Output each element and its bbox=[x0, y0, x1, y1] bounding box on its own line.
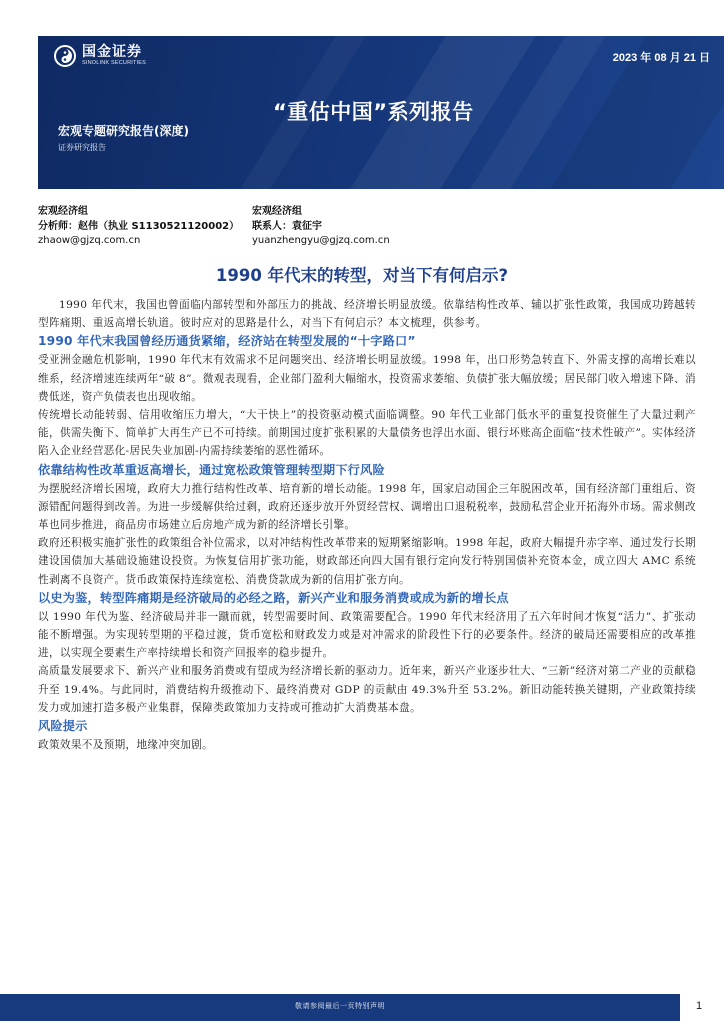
page-number: 1 bbox=[696, 1000, 703, 1012]
analyst-block bbox=[38, 205, 239, 249]
report-title: 1990 年代末的转型，对当下有何启示? bbox=[215, 266, 509, 285]
body-paragraph: 政府还积极实施扩张性的政策组合补位需求，以对冲结构性改革带来的短期紧缩影响。1998 年起，政府大幅提升赤字率、通过发行长期建设国债加大基础设施建设投资。为恢复信用扩张功能，财政部还向四大国有银行定向发行特别国债补充资本金，成立四大 AMC 系统性剥离不良资产。货币政策保持连续宽松、消费贷款成为新的信用扩张方向。 bbox=[38, 537, 696, 586]
section-heading: 1990 年代末我国曾经历通货紧缩，经济站在转型发展的“十字路口” bbox=[38, 334, 416, 349]
contact-email: yuanzhengyu@gjzq.com.cn bbox=[252, 235, 390, 246]
contact-group: 宏观经济组 bbox=[252, 206, 302, 217]
analyst-email: zhaow@gjzq.com.cn bbox=[38, 235, 141, 246]
body-paragraph: 受亚洲金融危机影响，1990 年代末有效需求不足问题突出、经济增长明显放缓。1998 年，出口形势急转直下、外需支撑的高增长难以维系，经济增速连续两年“破 8”。微观表现看，企业部门盈利大幅缩水，投资需求萎缩、负债扩张大幅放缓；居民部门收入增速下降、消费低迷，资产负债表也出现收缩。 bbox=[38, 354, 696, 403]
report-date: 2023 年 08 月 21 日 bbox=[612, 52, 710, 64]
report-header bbox=[38, 36, 724, 189]
logo-name-cn: 国金证券 bbox=[82, 44, 142, 61]
body-paragraph: 为摆脱经济增长困境，政府大力推行结构性改革、培育新的增长动能。1998 年，国家启动国企三年脱困改革，国有经济部门重组后、资源错配问题得到改善。为进一步缓解供给过剩，政府还逐步放开外贸经营权、调增出口退税税率，鼓励私营企业开拓海外市场。需求侧改革也同步推进，商品房市场建立后房地产成为新的经济增长引擎。 bbox=[38, 482, 696, 532]
body-paragraph: 传统增长动能转弱、信用收缩压力增大，“大干快上”的投资驱动模式面临调整。90 年代工业部门低水平的重复投资催生了大量过剩产能，供需失衡下、简单扩大再生产已不可持续。前期国过度扩张积累的大量债务也浮出水面、银行坏账高企面临“技术性破产”。实体经济陷入企业经营恶化-居民失业加剧-内需持续萎缩的恶性循环。 bbox=[38, 409, 696, 458]
series-title: “重估中国”系列报告 bbox=[273, 100, 474, 124]
report-type: 宏观专题研究报告(深度) bbox=[58, 124, 189, 138]
report-body bbox=[38, 296, 696, 754]
body-paragraph: 以 1990 年代为鉴、经济破局并非一蹴而就，转型需要时间、政策需要配合。1990 年代末经济用了五六年时间才恢复“活力”、扩张动能不断增强。为实现转型期的平稳过渡，货币宽松和财政发力或是对冲需求的阶段性下行的必要条件。经济的破局还需要相应的改革推进，以实现全要素生产率持续增长和资产回报率的稳步提升。 bbox=[38, 610, 696, 660]
analyst-role: 分析师：赵伟（执业 S1130521120002） bbox=[38, 220, 240, 232]
section-heading: 依靠结构性改革重返高增长，通过宽松政策管理转型期下行风险 bbox=[38, 462, 385, 477]
footer-disclaimer: 敬请参阅最后一页特别声明 bbox=[295, 1002, 385, 1010]
risk-heading: 风险提示 bbox=[38, 719, 88, 734]
analyst-group: 宏观经济组 bbox=[38, 206, 88, 217]
contact-block bbox=[252, 205, 390, 249]
contact-role: 联系人：袁征宇 bbox=[252, 220, 322, 232]
intro-paragraph: 1990 年代末，我国也曾面临内部转型和外部压力的挑战、经济增长明显放缓。依靠结构性改革、辅以扩张性政策，我国成功跨越转型阵痛期、重返高增长轨道。彼时应对的思路是什么，对当下有何启示？本文梳理，供参考。 bbox=[38, 299, 696, 330]
logo-name-en: SINOLINK SECURITIES bbox=[82, 60, 147, 67]
risk-paragraph: 政策效果不及预期，地缘冲突加剧。 bbox=[38, 739, 214, 752]
report-category: 证券研究报告 bbox=[58, 143, 106, 152]
section-heading: 以史为鉴，转型阵痛期是经济破局的必经之路，新兴产业和服务消费或成为新的增长点 bbox=[38, 590, 509, 605]
company-logo bbox=[54, 45, 146, 67]
body-paragraph: 高质量发展要求下、新兴产业和服务消费或有望成为经济增长新的驱动力。近年来，新兴产业逐步壮大、“三新”经济对第二产业的贡献稳升至 19.4%。与此同时，消费结构升级推动下、最终消费对 GDP 的贡献由 49.3%升至 53.2%。新旧动能转换关键期，产业政策持续发力或加速打造多极产业集群，保障类政策加力支持或可推动扩大消费基本盘。 bbox=[38, 665, 696, 714]
sinolink-logo-icon bbox=[54, 45, 76, 67]
